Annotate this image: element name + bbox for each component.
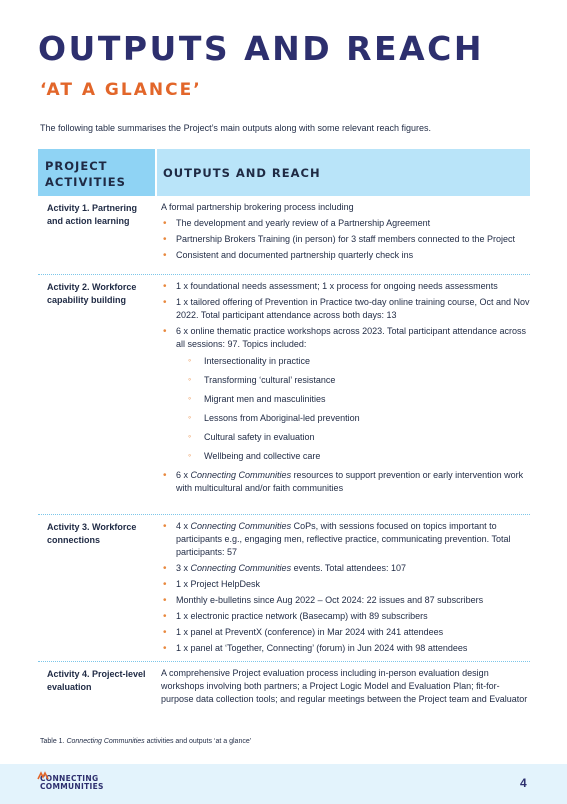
page-number: 4 — [520, 776, 527, 790]
logo-line-1: CONNECTING — [40, 774, 99, 783]
program-name: Connecting Communities — [190, 563, 292, 573]
list-item: • The development and yearly review of a Partnership Agreement — [161, 217, 530, 230]
item-suffix: resources to support prevention or early intervention work with multicultural and/or faith communities — [176, 470, 524, 493]
list-item — [161, 520, 530, 559]
item-suffix: CoPs, with sessions focused on topics important to participants e.g., engaging men, reflective practice, communicating prevention. Total participants: 57 — [176, 521, 511, 557]
page-subtitle: ‘AT A GLANCE’ — [40, 80, 202, 100]
table-row — [38, 275, 530, 515]
list-item-text: 6 x online thematic practice workshops across 2023. Total participant attendance across all sessions: 97. Topics included: — [176, 326, 527, 349]
list-item: • 1 x electronic practice network (Basecamp) with 89 subscribers — [161, 610, 530, 623]
header-project-activities: PROJECT ACTIVITIES — [38, 149, 155, 196]
table-row — [38, 662, 530, 724]
list-item: • Partnership Brokers Training (in person) for 3 staff members connected to the Project — [161, 233, 530, 246]
list-item: • 1 x Project HelpDesk — [161, 578, 530, 591]
topic-item: ◦ Migrant men and masculinities — [176, 393, 530, 406]
outputs-cell — [155, 275, 530, 514]
activity-label: Activity 4. Project-level evaluation — [47, 669, 146, 692]
activity-label: Activity 3. Workforce connections — [47, 522, 137, 545]
outputs-cell — [155, 662, 530, 724]
outputs-lead: A formal partnership brokering process including — [161, 202, 354, 212]
item-prefix: 6 x — [176, 470, 191, 480]
caption-prefix: Table 1. — [40, 738, 67, 745]
logo-line-2: COMMUNITIES — [40, 782, 104, 791]
item-prefix: 4 x — [176, 521, 191, 531]
outputs-cell — [155, 196, 530, 274]
program-name: Connecting Communities — [190, 521, 292, 531]
activity-label: Activity 2. Workforce capability building — [47, 282, 137, 305]
table-header — [38, 149, 530, 196]
topic-item: ◦ Lessons from Aboriginal-led prevention — [176, 412, 530, 425]
activity-label: Activity 1. Partnering and action learning — [47, 203, 138, 226]
topic-item: ◦ Intersectionality in practice — [176, 355, 530, 368]
list-item: • Monthly e-bulletins since Aug 2022 – Oct 2024: 22 issues and 87 subscribers — [161, 594, 530, 607]
topic-item: ◦ Cultural safety in evaluation — [176, 431, 530, 444]
topics-list — [176, 355, 530, 463]
page-footer — [0, 764, 567, 804]
caption-program-name: Connecting Communities — [66, 738, 145, 745]
table-row — [38, 196, 530, 275]
list-item: • Consistent and documented partnership quarterly check ins — [161, 249, 530, 262]
topic-item: ◦ Transforming ‘cultural’ resistance — [176, 374, 530, 387]
program-name: Connecting Communities — [190, 470, 292, 480]
logo-mark-icon — [37, 771, 49, 781]
list-item: • 1 x tailored offering of Prevention in Practice two-day online training course, Oct and Nov 2022. Total participant attendance across both days: 13 — [161, 296, 530, 322]
topic-item: ◦ Wellbeing and collective care — [176, 450, 530, 463]
list-item: • 1 x foundational needs assessment; 1 x process for ongoing needs assessments — [161, 280, 530, 293]
connecting-communities-logo — [40, 775, 104, 791]
list-item — [161, 325, 530, 463]
list-item: • 1 x panel at PreventX (conference) in Mar 2024 with 241 attendees — [161, 626, 530, 639]
table-caption — [40, 738, 251, 745]
list-item: • 1 x panel at ‘Together, Connecting’ (forum) in Jun 2024 with 98 attendees — [161, 642, 530, 655]
header-outputs-and-reach: OUTPUTS AND REACH — [157, 149, 530, 196]
list-item — [161, 469, 530, 495]
list-item — [161, 562, 530, 575]
page-title: OUTPUTS AND REACH — [38, 29, 484, 68]
table-row — [38, 515, 530, 662]
outputs-cell — [155, 515, 530, 661]
outputs-lead: A comprehensive Project evaluation process including in-person evaluation design workshops involving both partners; a Project Logic Model and Evaluation Plan; fit-for-purpose data collection tools; and regular meetings between the Project team and Evaluator — [161, 668, 528, 704]
caption-suffix: activities and outputs ‘at a glance’ — [144, 738, 252, 745]
item-suffix: events. Total attendees: 107 — [291, 563, 406, 573]
outputs-table — [38, 149, 530, 724]
item-prefix: 3 x — [176, 563, 191, 573]
intro-text: The following table summarises the Project’s main outputs along with some relevant reach figures. — [40, 123, 432, 133]
